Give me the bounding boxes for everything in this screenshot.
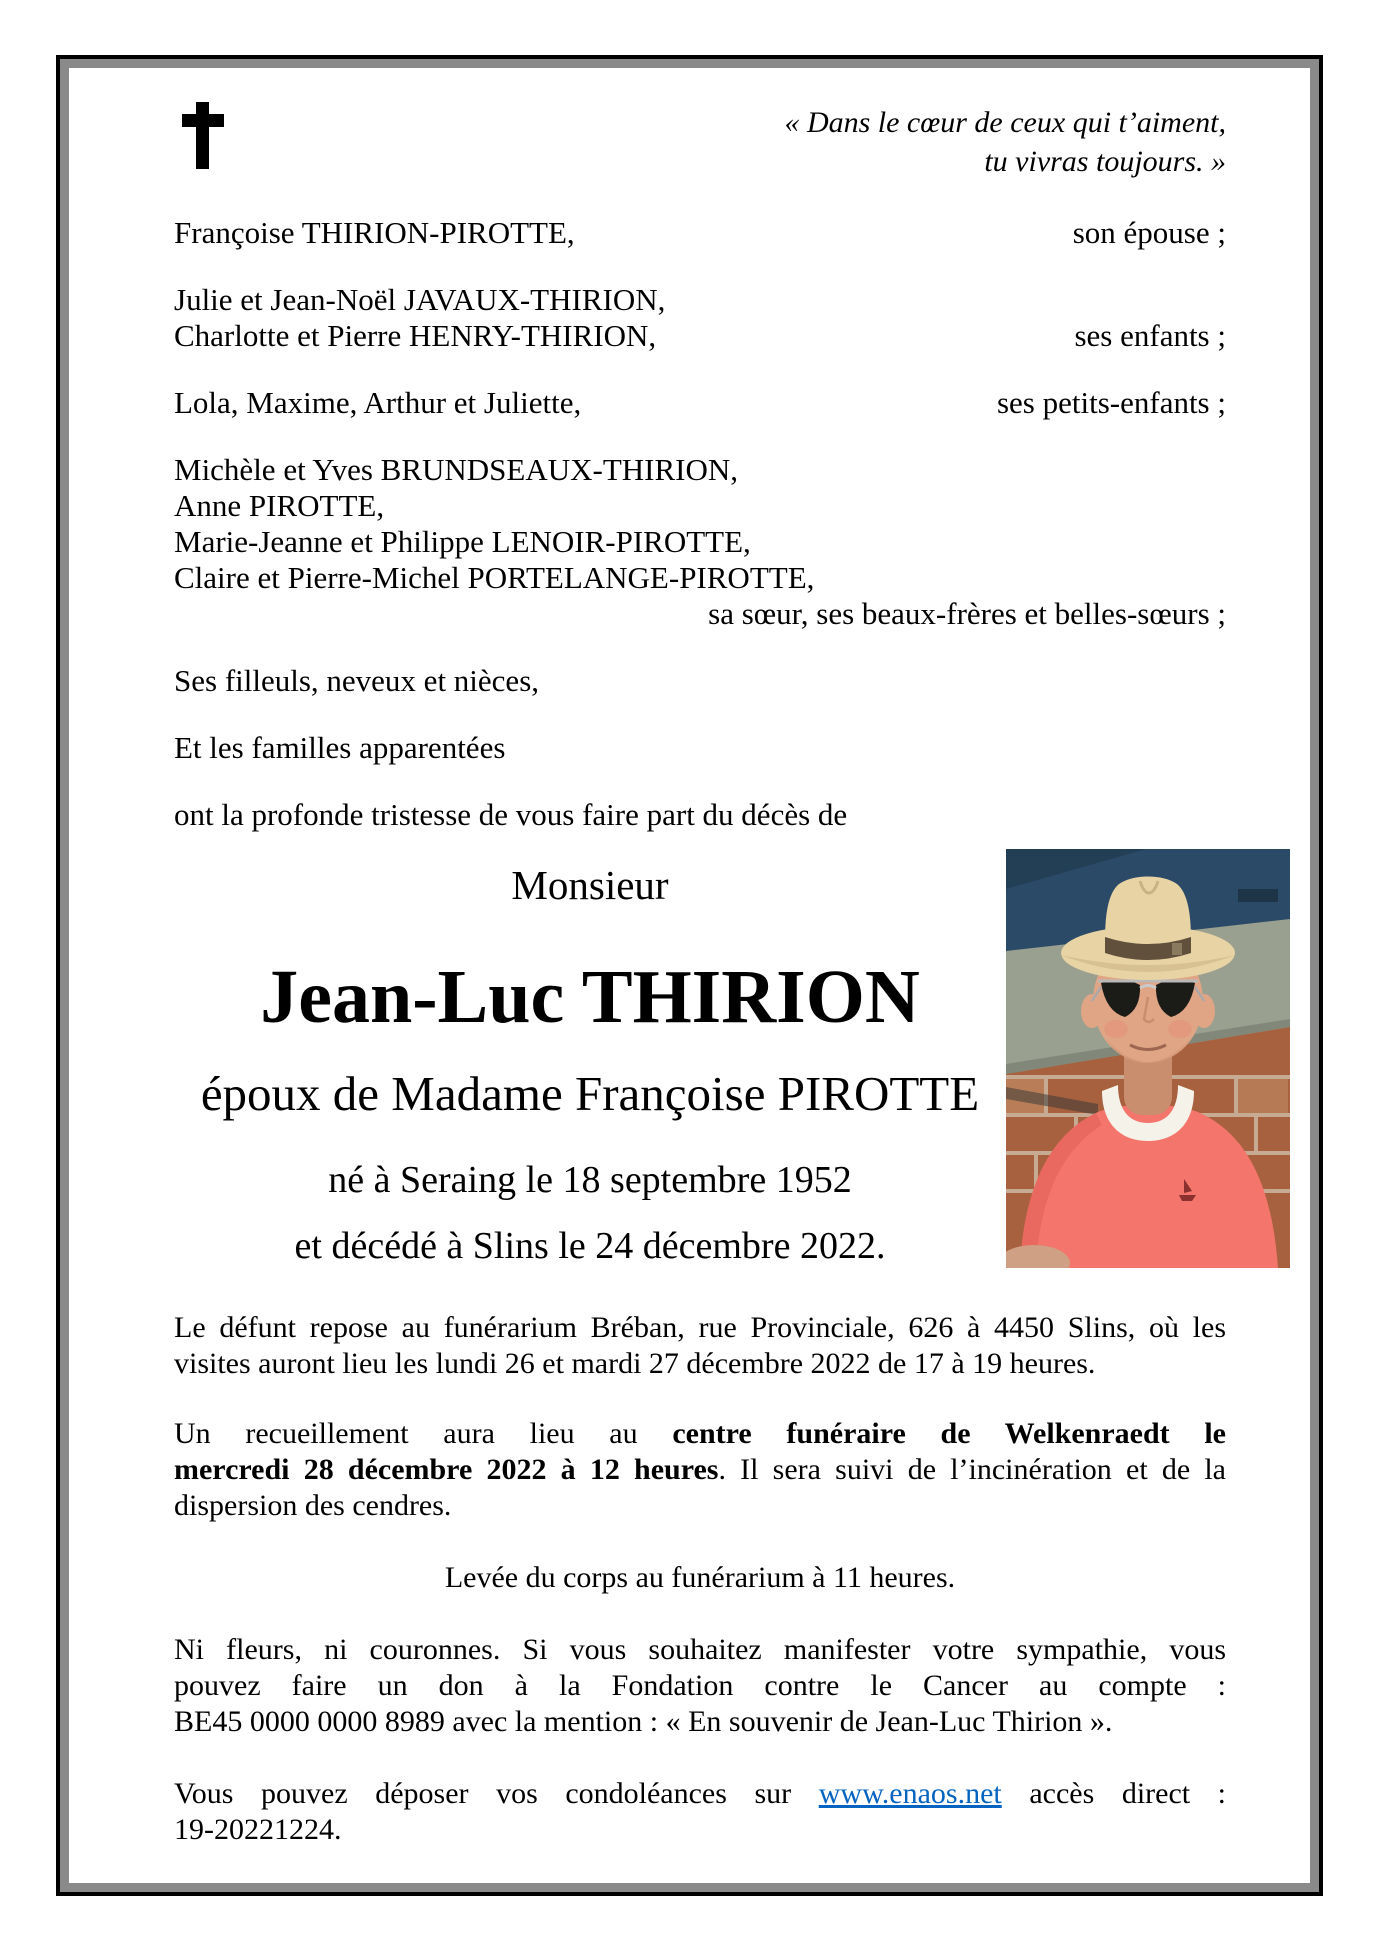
relation-label: ses enfants ; bbox=[1074, 318, 1226, 353]
page-content bbox=[78, 77, 1301, 1874]
condoleances-paragraph bbox=[174, 1776, 1226, 1848]
bold-text: mercredi 28 décembre 2022 à 12 heures bbox=[174, 1453, 719, 1486]
deceased-block bbox=[174, 861, 1006, 1268]
paragraph-line bbox=[174, 1310, 1226, 1346]
paragraph-line bbox=[174, 1668, 1226, 1704]
text: accès direct : bbox=[1001, 1777, 1227, 1810]
paragraph-line bbox=[174, 1812, 1226, 1848]
text: 19-20221224. bbox=[174, 1813, 342, 1846]
mourners-list bbox=[174, 215, 1226, 833]
death-line: et décédé à Slins le 24 décembre 2022. bbox=[294, 1225, 886, 1267]
mourner-group bbox=[174, 215, 1226, 251]
memorial-quote-line1: « Dans le cœur de ceux qui t’aiment, bbox=[784, 106, 1226, 139]
mourner-group bbox=[174, 663, 1226, 699]
relation-label: ses petits-enfants ; bbox=[996, 385, 1226, 420]
deceased-photo bbox=[1006, 849, 1290, 1268]
mourner-line: Anne PIROTTE, bbox=[174, 488, 385, 523]
mourner-line: ont la profonde tristesse de vous faire part du décès de bbox=[174, 797, 848, 832]
mourner-names: Françoise THIRION-PIROTTE, bbox=[174, 215, 575, 250]
enaos-link[interactable]: www.enaos.net bbox=[818, 1777, 1002, 1810]
mourner-group bbox=[174, 797, 1226, 833]
paragraph-line bbox=[174, 1488, 1226, 1524]
text: Le défunt repose au funérarium Bréban, rue Provinciale, 626 à 4450 Slins, où les bbox=[174, 1311, 1226, 1344]
mourner-line: Marie-Jeanne et Philippe LENOIR-PIROTTE, bbox=[174, 524, 751, 559]
repose-paragraph bbox=[174, 1310, 1226, 1382]
mourner-line bbox=[174, 215, 1226, 251]
memorial-quote-line2: tu vivras toujours. » bbox=[984, 145, 1226, 178]
paragraph-line bbox=[174, 1632, 1226, 1668]
mourner-group bbox=[174, 452, 1226, 632]
mourner-line bbox=[174, 385, 1226, 421]
levee-line: Levée du corps au funérarium à 11 heures. bbox=[444, 1561, 956, 1594]
mourner-group bbox=[174, 282, 1226, 354]
mourner-line bbox=[174, 318, 1226, 354]
relation-label: son épouse ; bbox=[1072, 215, 1226, 250]
mourner-line: Claire et Pierre-Michel PORTELANGE-PIROTTE, bbox=[174, 560, 815, 595]
text: Vous pouvez déposer vos condoléances sur bbox=[174, 1777, 819, 1810]
deceased-name: Jean-Luc THIRION bbox=[260, 955, 920, 1039]
mourner-group bbox=[174, 385, 1226, 421]
paragraph-line bbox=[174, 1704, 1226, 1740]
paragraph-line bbox=[174, 1416, 1226, 1452]
bold-text: centre funéraire de Welkenraedt le bbox=[672, 1417, 1226, 1450]
text: . Il sera suivi de l’incinération et de la bbox=[718, 1453, 1226, 1486]
latin-cross-icon bbox=[182, 102, 224, 169]
text: Ni fleurs, ni couronnes. Si vous souhaitez manifester votre sympathie, vous bbox=[174, 1633, 1226, 1666]
text: Un recueillement aura lieu au bbox=[174, 1417, 673, 1450]
relation-label: sa sœur, ses beaux-frères et belles-sœurs ; bbox=[708, 596, 1226, 631]
mourner-line: Michèle et Yves BRUNDSEAUX-THIRION, bbox=[174, 452, 738, 487]
paragraph-line bbox=[174, 1452, 1226, 1488]
fleurs-paragraph bbox=[174, 1632, 1226, 1740]
spouse-line: époux de Madame Françoise PIROTTE bbox=[200, 1066, 980, 1121]
mourner-line: Ses filleuls, neveux et nièces, bbox=[174, 663, 540, 698]
paragraph-line bbox=[174, 1346, 1226, 1382]
recueillement-paragraph bbox=[174, 1416, 1226, 1524]
text: dispersion des cendres. bbox=[174, 1489, 452, 1522]
mourner-group bbox=[174, 730, 1226, 766]
paragraph-line bbox=[174, 1776, 1226, 1812]
text: pouvez faire un don à la Fondation contre le Cancer au compte : bbox=[174, 1669, 1226, 1702]
mourner-line: Et les familles apparentées bbox=[174, 730, 506, 765]
text: visites auront lieu les lundi 26 et mardi 27 décembre 2022 de 17 à 19 heures. bbox=[174, 1347, 1096, 1380]
mourner-line: Julie et Jean-Noël JAVAUX-THIRION, bbox=[174, 282, 666, 317]
header bbox=[174, 97, 1226, 181]
birth-line: né à Seraing le 18 septembre 1952 bbox=[328, 1159, 852, 1201]
memorial-quote bbox=[784, 103, 1226, 181]
page-frame-inner bbox=[60, 59, 1319, 1892]
text: BE45 0000 0000 8989 avec la mention : « En souvenir de Jean-Luc Thirion ». bbox=[174, 1705, 1113, 1738]
mourner-names: Lola, Maxime, Arthur et Juliette, bbox=[174, 385, 582, 420]
deceased-title: Monsieur bbox=[511, 862, 669, 908]
mourner-names: Charlotte et Pierre HENRY-THIRION, bbox=[174, 318, 657, 353]
page-frame bbox=[56, 55, 1323, 1896]
